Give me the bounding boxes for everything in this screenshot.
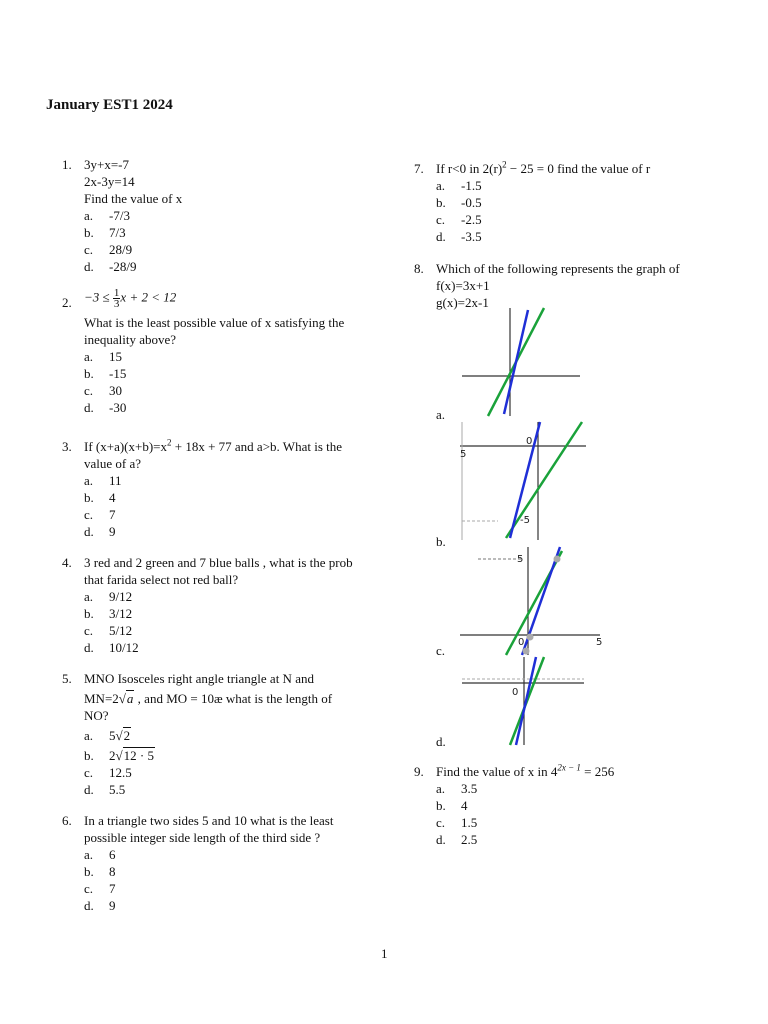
answer-option[interactable]: c. -2.5 — [436, 212, 482, 227]
answer-option[interactable]: d. 5.5 — [84, 782, 126, 797]
answer-option[interactable]: b. 4 — [436, 798, 468, 813]
answer-option[interactable]: a. -7/3 — [84, 208, 130, 223]
answer-option[interactable]: c. 7 — [84, 507, 116, 522]
answer-option[interactable]: d. 10/12 — [84, 640, 139, 655]
answer-option[interactable]: b. 8 — [84, 864, 116, 879]
question-text: Find the value of x in $4^{2x - 1} = 256$ — [436, 762, 615, 779]
question-2 — [62, 288, 382, 428]
tick-label: 5 — [460, 449, 467, 460]
question-number: 6. — [62, 813, 72, 828]
question-text: Find the value of x — [84, 191, 183, 206]
question-number: 2. — [62, 295, 72, 310]
question-3 — [62, 438, 382, 548]
answer-option[interactable]: b. -0.5 — [436, 195, 482, 210]
answer-option[interactable]: a. 6 — [84, 847, 116, 862]
tick-label: 0 — [512, 687, 519, 698]
line-g-green — [506, 422, 582, 538]
question-text: MN=2√a , and MO = 10æ what is the length of — [84, 691, 333, 706]
question-6 — [62, 812, 382, 922]
question-text: NO? — [84, 708, 109, 723]
question-8 — [414, 260, 714, 311]
graph-c[interactable] — [458, 545, 603, 657]
answer-options — [62, 472, 382, 540]
answer-option[interactable]: b. 3/12 — [84, 606, 133, 621]
question-4 — [62, 554, 382, 664]
graph-option-label-a[interactable]: a. — [436, 407, 446, 422]
answer-option[interactable]: b. -15 — [84, 366, 127, 381]
question-text: g(x)=2x-1 — [436, 295, 489, 310]
graph-d[interactable] — [458, 655, 588, 747]
inequality-expression: −3 ≤ $\frac{1}{3}$ x + 2 < 12 — [84, 287, 177, 310]
question-number: 8. — [414, 261, 424, 276]
answer-options — [62, 207, 382, 275]
answer-option[interactable]: d. -30 — [84, 400, 127, 415]
question-text: If r<0 in $2(r)^2 - 25 = 0$ find the value of r — [436, 159, 651, 176]
question-number: 3. — [62, 439, 72, 454]
graph-option-label-b[interactable]: b. — [436, 534, 446, 549]
question-text: possible integer side length of the third side ? — [84, 830, 321, 845]
answer-option[interactable]: c. 1.5 — [436, 815, 478, 830]
question-number: 1. — [62, 157, 72, 172]
graph-option-label-c[interactable]: c. — [436, 643, 446, 658]
answer-option[interactable]: b. 7/3 — [84, 225, 126, 240]
answer-options — [414, 177, 714, 245]
question-number: 4. — [62, 555, 72, 570]
page-title: January EST1 2024 — [46, 97, 173, 113]
tick-label: 0 — [518, 637, 525, 648]
answer-option[interactable]: d. -3.5 — [436, 229, 482, 244]
question-text: What is the least possible value of x satisfying the — [84, 315, 345, 330]
answer-option[interactable]: a. 11 — [84, 473, 122, 488]
question-text: f(x)=3x+1 — [436, 278, 490, 293]
answer-option[interactable]: d. 2.5 — [436, 832, 478, 847]
answer-option[interactable]: b. 4 — [84, 490, 116, 505]
question-text: If $(x+a)(x+b)=x^2 + 18x + 77$ and a>b. What is the — [84, 437, 343, 454]
answer-option[interactable]: a. -1.5 — [436, 178, 482, 193]
question-5 — [62, 670, 382, 810]
right-column — [414, 160, 714, 311]
tick-label: 0 — [526, 436, 533, 447]
question-text: value of a? — [84, 456, 142, 471]
answer-options — [414, 780, 714, 848]
answer-options — [62, 588, 382, 656]
point-marker — [554, 556, 561, 563]
question-number: 7. — [414, 161, 424, 176]
graph-a[interactable] — [458, 306, 583, 418]
question-number: 9. — [414, 764, 424, 779]
tick-label: 5 — [596, 637, 603, 648]
answer-option[interactable]: d. 9 — [84, 524, 116, 539]
point-marker — [527, 634, 534, 641]
tick-label: -5 — [520, 515, 530, 526]
question-text: that farida select not red ball? — [84, 572, 239, 587]
answer-option[interactable]: c. 30 — [84, 383, 122, 398]
graph-option-label-d[interactable]: d. — [436, 734, 446, 749]
answer-option[interactable]: d. 9 — [84, 898, 116, 913]
question-text: 3y+x=-7 — [84, 157, 129, 172]
question-text: 3 red and 2 green and 7 blue balls , what is the prob — [84, 555, 353, 570]
line-f-blue — [516, 657, 536, 745]
question-1 — [62, 156, 382, 280]
answer-option[interactable]: c. 7 — [84, 881, 116, 896]
line-f-blue — [504, 310, 528, 414]
answer-option[interactable]: b. 2√12 · 5 — [84, 748, 154, 763]
tick-label: 5 — [517, 554, 524, 565]
question-text: 2x-3y=14 — [84, 174, 135, 189]
question-number: 5. — [62, 671, 72, 686]
left-column — [62, 156, 382, 922]
question-text: MNO Isosceles right angle triangle at N and — [84, 671, 314, 686]
answer-option[interactable]: a. 5√2 — [84, 728, 131, 743]
fraction: $\frac{1}{3}$ — [113, 287, 120, 310]
answer-options — [62, 348, 382, 416]
answer-options — [62, 846, 382, 914]
answer-option[interactable]: a. 15 — [84, 349, 122, 364]
answer-option[interactable]: a. 3.5 — [436, 781, 478, 796]
question-text: inequality above? — [84, 332, 177, 347]
question-7 — [414, 160, 714, 260]
answer-options — [62, 724, 382, 798]
question-text: In a triangle two sides 5 and 10 what is the least — [84, 813, 334, 828]
answer-option[interactable]: c. 12.5 — [84, 765, 132, 780]
answer-option[interactable]: a. 9/12 — [84, 589, 133, 604]
question-9 — [414, 763, 714, 848]
answer-option[interactable]: c. 28/9 — [84, 242, 133, 257]
answer-option[interactable]: d. -28/9 — [84, 259, 137, 274]
graph-b[interactable] — [458, 420, 588, 542]
answer-option[interactable]: c. 5/12 — [84, 623, 133, 638]
question-text: Which of the following represents the graph of — [436, 261, 680, 276]
page-number: 1 — [381, 946, 388, 961]
point-marker — [523, 648, 530, 655]
